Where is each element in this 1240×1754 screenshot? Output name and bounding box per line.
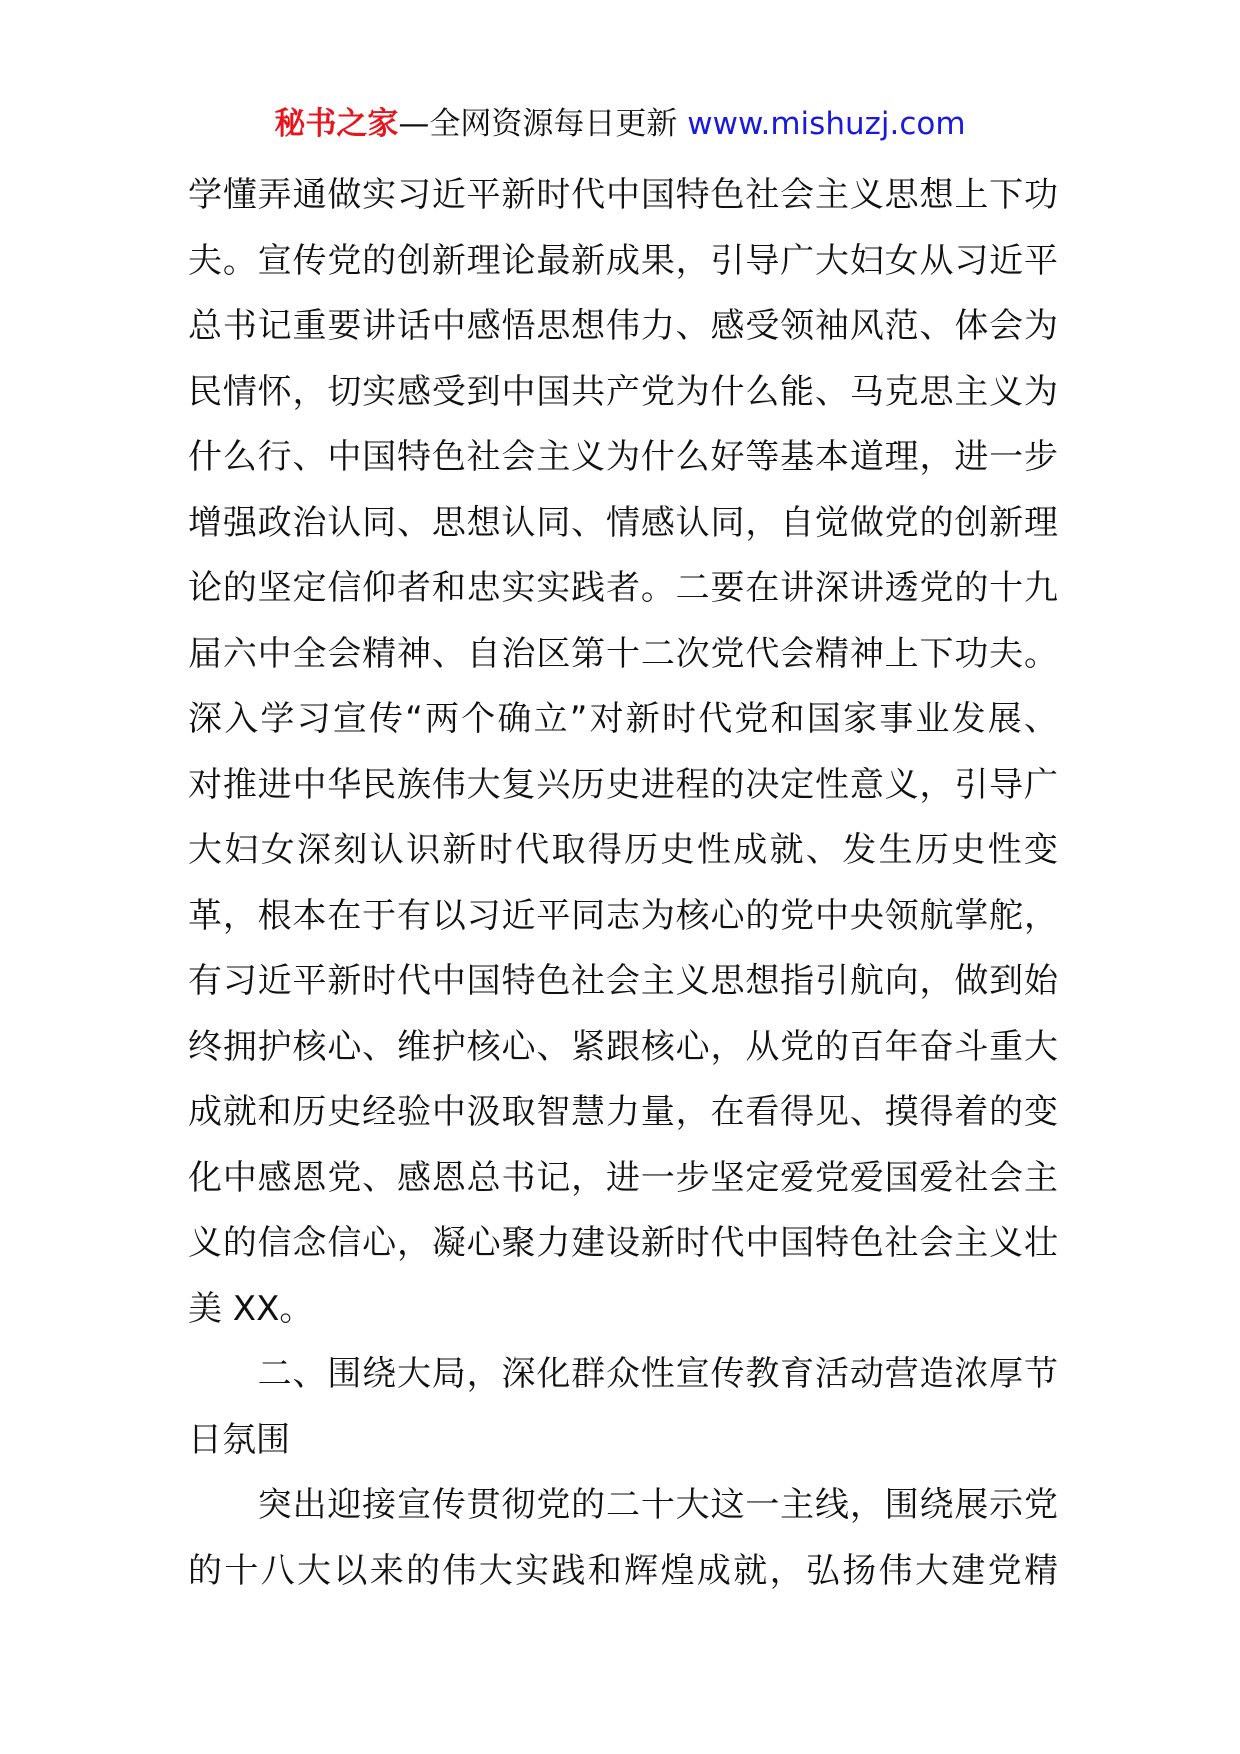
- text-line: 学懂弄通做实习近平新时代中国特色社会主义思想上下功: [188, 175, 1058, 215]
- text-line: 届六中全会精神、自治区第十二次党代会精神上下功夫。: [188, 633, 1058, 674]
- text-line: 突出迎接宣传贯彻党的二十大这一主线，围绕展示党: [188, 1485, 1058, 1525]
- site-header: [0, 102, 1240, 146]
- text-line: 革，根本在于有以习近平同志为核心的党中央领航掌舵，: [188, 895, 1058, 936]
- paragraph-1: [188, 163, 1058, 1342]
- text-line: 夫。宣传党的创新理论最新成果，引导广大妇女从习近平: [188, 240, 1058, 281]
- text-line: 论的坚定信仰者和忠实实践者。二要在讲深讲透党的十九: [188, 568, 1058, 608]
- site-url-link[interactable]: www.mishuzj.com: [687, 106, 966, 142]
- document-body: [188, 163, 1058, 1604]
- text-line: 终拥护核心、维护核心、紧跟核心，从党的百年奋斗重大: [188, 1026, 1058, 1067]
- text-line: 有习近平新时代中国特色社会主义思想指引航向，做到始: [188, 961, 1058, 1001]
- text-line: 化中感恩党、感恩总书记，进一步坚定爱党爱国爱社会主: [188, 1157, 1058, 1198]
- text-line: 对推进中华民族伟大复兴历史进程的决定性意义，引导广: [188, 764, 1058, 805]
- text-line: 成就和历史经验中汲取智慧力量，在看得见、摸得着的变: [188, 1092, 1058, 1132]
- text-line: 大妇女深刻认识新时代取得历史性成就、发生历史性变: [188, 830, 1058, 870]
- site-tagline: —全网资源每日更新: [398, 106, 678, 142]
- heading-line: 日氛围: [188, 1419, 290, 1460]
- section-heading-2: [188, 1342, 1058, 1473]
- site-brand: 秘书之家: [274, 106, 399, 142]
- text-line: 总书记重要讲话中感悟思想伟力、感受领袖风范、体会为: [188, 306, 1058, 346]
- text-line: 的十八大以来的伟大实践和辉煌成就，弘扬伟大建党精: [188, 1550, 1058, 1591]
- text-line: 深入学习宣传“两个确立”对新时代党和国家事业发展、: [188, 699, 1058, 739]
- text-line: 美 XX。: [188, 1288, 314, 1329]
- text-line: 义的信念信心，凝心聚力建设新时代中国特色社会主义壮: [188, 1223, 1058, 1263]
- paragraph-2: [188, 1473, 1058, 1604]
- text-line: 什么行、中国特色社会主义为什么好等基本道理，进一步: [188, 437, 1058, 477]
- text-line: 增强政治认同、思想认同、情感认同，自觉做党的创新理: [188, 502, 1058, 543]
- text-line: 民情怀，切实感受到中国共产党为什么能、马克思主义为: [188, 371, 1058, 412]
- heading-line: 二、围绕大局，深化群众性宣传教育活动营造浓厚节: [188, 1354, 1058, 1394]
